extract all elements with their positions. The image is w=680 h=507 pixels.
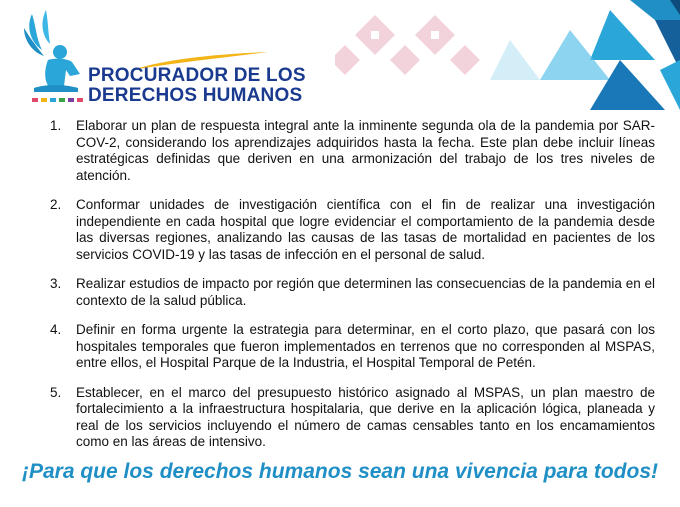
org-name-line2: DERECHOS HUMANOS: [88, 85, 303, 106]
item-text: Definir en forma urgente la estrategia para determinar, en el corto plazo, que pasará con los hospitales temporales que fueron implementados en terrenos que no corresponden al MSPAS, entre ellos, el Hospital Parque de la Industria, el Hospital Temporal de Petén.: [76, 322, 655, 370]
item-text: Conformar unidades de investigación científica con el fin de realizar una investigación independiente en cada hospital que logre evidenciar el comportamiento de la pandemia desde las diversas regiones, analizando las causas de las tasas de mortalidad en pacientes de los servicios COVID-19 y las tasas de infección en el personal de salud.: [76, 197, 655, 262]
list-item: [38, 385, 655, 451]
item-number: 1.: [50, 118, 62, 133]
item-number: 4.: [50, 322, 62, 337]
org-name: [88, 66, 306, 106]
item-number: 2.: [50, 197, 62, 212]
slogan: ¡Para que los derechos humanos sean una vivencia para todos!: [21, 460, 659, 483]
list-item: [38, 197, 655, 263]
decorative-dots-icon: [32, 96, 92, 104]
item-text: Elaborar un plan de respuesta integral ante la inminente segunda ola de la pandemia por SAR-COV-2, considerando los aprendizajes adquiridos hasta la fecha. Este plan debe incluir líneas estratégicas definidas que deriven en una armonización del trabajo de los tres niveles de atención.: [76, 118, 655, 183]
item-number: 5.: [50, 384, 62, 400]
decorative-triangles-icon: [470, 0, 680, 110]
recommendations-list: [38, 118, 655, 464]
item-text: Establecer, en el marco del presupuesto histórico asignado al MSPAS, un plan maestro de fortalecimiento a la infraestructura hospitalaria, que derive en la aplicación lógica, planeada y real de los servicios incluyendo el número de camas censables tanto en los encamamientos como en las áreas de intensivo.: [76, 384, 655, 449]
item-number: 3.: [50, 276, 62, 291]
list-item: [38, 276, 655, 309]
org-name-line1: PROCURADOR DE LOS: [88, 65, 306, 86]
header: [0, 0, 680, 118]
item-text: Realizar estudios de impacto por región que determinen las consecuencias de la pandemia en el contexto de la salud pública.: [76, 276, 655, 308]
list-item: [38, 322, 655, 372]
list-item: [38, 118, 655, 184]
pdh-logo-figure-icon: [20, 8, 90, 103]
